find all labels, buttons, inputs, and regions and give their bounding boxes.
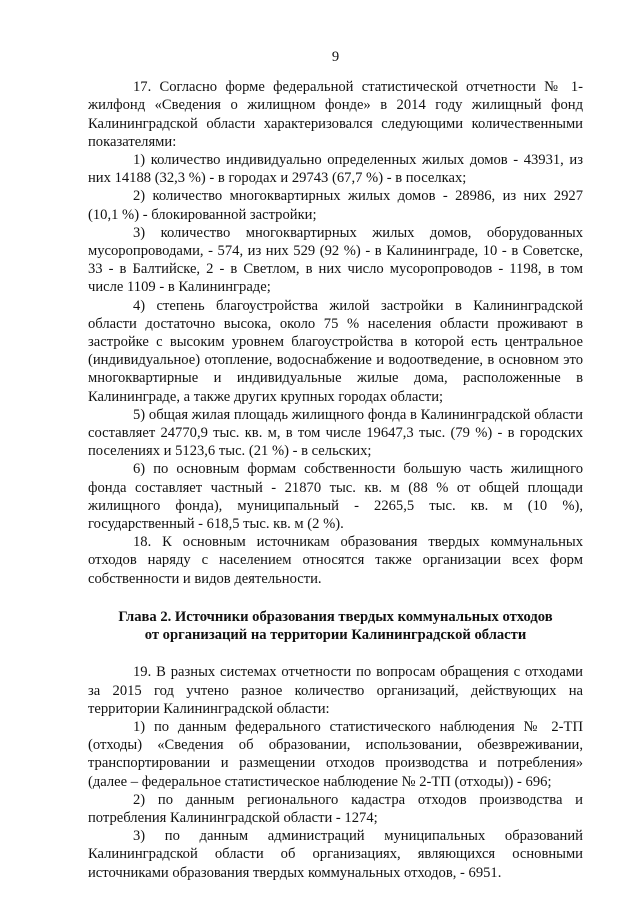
list-item-2-regional-cadastre: 2) по данным регионального кадастра отходов производства и потребления Калининградской области - 1274; <box>88 791 583 826</box>
list-item-5-living-area: 5) общая жилая площадь жилищного фонда в Калининградской области составляет 24770,9 тыс. кв. м, в том числе 19647,3 тыс. (79 %) - в городских поселениях и 5123,6 тыс. (21 %) - в сельских; <box>88 406 583 460</box>
list-item-3-garbage-chutes: 3) количество многоквартирных жилых домов, оборудованных мусоропроводами, - 574, из них 529 (92 %) - в Калининграде, 10 - в Советске, 33 - в Балтийске, 2 - в Светлом, в них число мусоропроводов - 1198, в том числе 1109 - в Калининграде; <box>88 224 583 296</box>
list-item-1-federal-statistics: 1) по данным федерального статистического наблюдения № 2-ТП (отходы) «Сведения об образовании, использовании, обезвреживании, транспортировании и размещении отходов производства и потребления» (далее – федеральное статистическое наблюдение № 2-ТП (отходы)) - 696; <box>88 718 583 790</box>
page-number: 9 <box>331 49 340 65</box>
paragraph-18: 18. К основным источникам образования твердых коммунальных отходов наряду с населением относятся также организации всех форм собственности и видов деятельности. <box>88 534 583 587</box>
chapter-heading-line-2: от организаций на территории Калининградской области <box>144 627 527 644</box>
list-item-6-ownership: 6) по основным формам собственности большую часть жилищного фонда составляет частный - 21870 тыс. кв. м (88 % от общей площади жилищного фонда), муниципальный - 2265,5 тыс. кв. м (10 %), государственный - 618,5 тыс. кв. м (2 %). <box>88 461 583 533</box>
paragraph-17: 17. Согласно форме федеральной статистической отчетности № 1-жилфонд «Сведения о жилищном фонде» в 2014 году жилищный фонд Калининградской области характеризовался следующими количественными показателями: <box>88 79 583 150</box>
chapter-heading <box>88 608 583 644</box>
list-item-4-amenities: 4) степень благоустройства жилой застройки в Калининградской области достаточно высока, около 75 % населения области проживают в застройке с высоким уровнем благоустройства в которой есть центральное (индивидуальное) отопление, водоснабжение и водоотведение, в основном это многоквартирные и индивидуальные жилые дома, расположенные в Калининграде, а также других крупных городах области; <box>88 297 583 405</box>
paragraph-19: 19. В разных системах отчетности по вопросам обращения с отходами за 2015 год учтено разное количество организаций, действующих на территории Калининградской области: <box>88 664 583 717</box>
list-item-2-apartment-buildings: 2) количество многоквартирных жилых домов - 28986, из них 2927 (10,1 %) - блокированной застройки; <box>88 188 583 223</box>
list-item-3-municipal-data: 3) по данным администраций муниципальных образований Калининградской области об организациях, являющихся основными источниками образования твердых коммунальных отходов, - 6951. <box>88 828 583 881</box>
chapter-heading-line-1: Глава 2. Источники образования твердых коммунальных отходов <box>118 608 553 625</box>
list-item-1-individual-houses: 1) количество индивидуально определенных жилых домов - 43931, из них 14188 (32,3 %) - в городах и 29743 (67,7 %) - в поселках; <box>88 152 583 187</box>
